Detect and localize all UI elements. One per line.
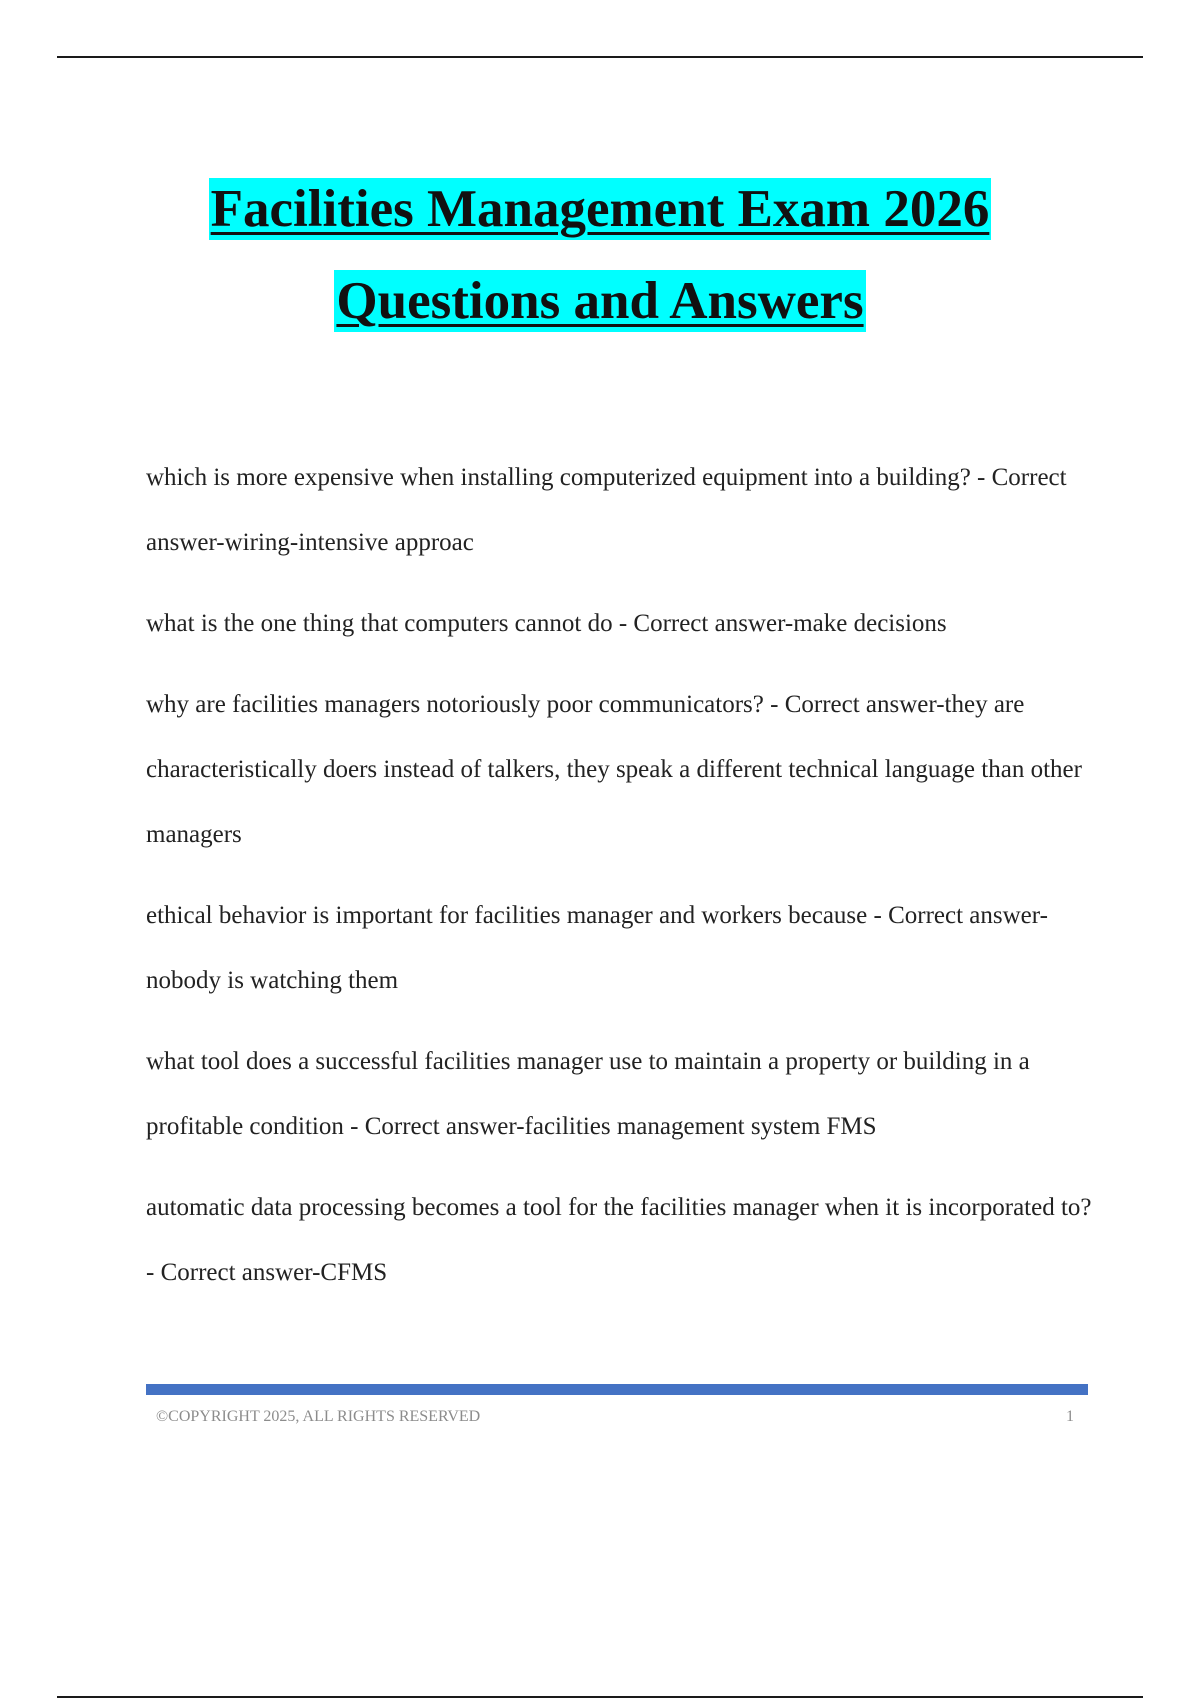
qa-item: which is more expensive when installing computerized equipment into a building? - Correct answer-wiring-intensive approac <box>146 464 1067 556</box>
title-line-2: Questions and Answers <box>336 272 864 330</box>
qa-item: why are facilities managers notoriously poor communicators? - Correct answer-they are characteristically doers instead of talkers, they speak a different technical language than other managers <box>146 691 1082 848</box>
qa-item: ethical behavior is important for facilities manager and workers because - Correct answer-nobody is watching them <box>146 902 1048 994</box>
document-title <box>0 178 1200 362</box>
footer-page-number: 1 <box>1066 1408 1074 1425</box>
top-page-rule <box>57 56 1143 58</box>
qa-item: automatic data processing becomes a tool for the facilities manager when it is incorporated to? - Correct answer-CFMS <box>146 1194 1092 1286</box>
qa-list <box>146 445 1096 1321</box>
title-line-1: Facilities Management Exam 2026 <box>210 180 990 238</box>
qa-item: what is the one thing that computers cannot do - Correct answer-make decisions <box>146 610 947 637</box>
footer-bar <box>146 1384 1088 1395</box>
qa-item: what tool does a successful facilities manager use to maintain a property or building in a profitable condition - Correct answer-facilities management system FMS <box>146 1048 1030 1140</box>
bottom-page-rule <box>57 1696 1143 1698</box>
footer-copyright: ©COPYRIGHT 2025, ALL RIGHTS RESERVED <box>156 1408 481 1425</box>
